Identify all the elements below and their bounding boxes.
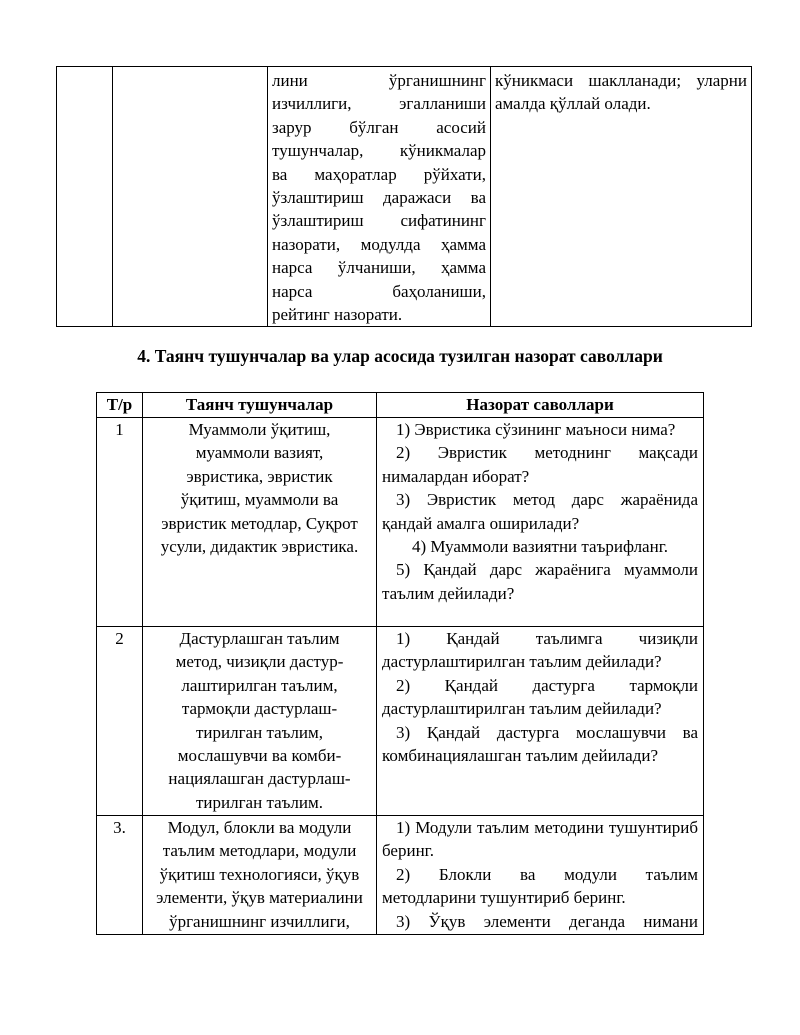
header-questions: Назорат саволлари (377, 393, 704, 418)
text-line: назорати, модулда ҳамма (272, 234, 486, 254)
question-item: 4) Муаммоли вазиятни таърифланг. (412, 537, 668, 557)
text-line: кўникмаси шаклланади; уларни (495, 71, 747, 90)
question-item: 3) Эвристик метод дарс жараёнида қандай амалга оширилади? (382, 490, 698, 533)
header-num: Т/р (97, 393, 143, 418)
text-line: ўзлаштириш сифатининг (272, 211, 486, 231)
question-item: 1) Эвристика сўзининг маъноси нима? (396, 420, 676, 439)
table-row (97, 627, 704, 816)
text-line: зарур бўлган асосий (272, 117, 486, 137)
header-concepts: Таянч тушунчалар (143, 393, 377, 418)
table-cell-outcomes (491, 67, 752, 327)
questions-cell (377, 627, 704, 816)
text-line: рейтинг назорати. (272, 305, 403, 325)
question-item: 1) Модули таълим методини тушунтириб беринг. (382, 818, 698, 861)
question-item: 3) Ўқув элементи деганда нимани (396, 911, 698, 931)
concept-line: тирилган таълим. (195, 792, 324, 812)
concept-line: тармоқли дастурлаш- (181, 699, 338, 719)
concept-line: метод, чизиқли дастур- (175, 652, 344, 672)
concept-line: ўрганишнинг изчиллиги, (169, 911, 350, 931)
question-item: 2) Эвристик методнинг мақсади нималардан иборат? (382, 443, 698, 486)
text-line: тушунчалар, кўникмалар (272, 141, 486, 161)
concept-line: муаммоли вазият, (195, 443, 324, 463)
concept-line: ўқитиш, муаммоли ва (180, 490, 339, 510)
questions-cell (377, 418, 704, 627)
row-number: 2 (97, 627, 143, 816)
question-item: 5) Қандай дарс жараёнига муаммоли таълим дейилади? (382, 560, 698, 603)
concept-line: Муаммоли ўқитиш, (188, 420, 331, 439)
section-title: 4. Таянч тушунчалар ва улар асосида тузилган назорат саволлари (137, 346, 663, 366)
row-number: 1 (97, 418, 143, 627)
text-line: нарса ўлчаниши, ҳамма (272, 258, 486, 278)
table-cell-empty (113, 67, 268, 327)
text-line: нарса баҳоланиши, (272, 281, 486, 301)
concept-line: эвристика, эвристик (186, 466, 333, 486)
text-line: лини ўрганишнинг (272, 71, 486, 90)
concepts-questions-table (96, 392, 704, 935)
text-line: изчиллиги, эгалланиши (272, 94, 486, 114)
concept-line: Модул, блокли ва модули (167, 818, 352, 837)
question-item: 2) Блокли ва модули таълим методларини тушунтириб беринг. (382, 864, 698, 908)
table-cell-methods (268, 67, 491, 327)
concept-line: мослашувчи ва комби- (177, 746, 342, 766)
table-row (57, 67, 752, 327)
concept-line: таълим методлари, модули (162, 841, 357, 861)
question-item: 1) Қандай таълимга чизиқли дастурлаштирилган таълим дейилади? (382, 629, 698, 672)
concepts-cell (143, 816, 377, 935)
continuation-table (56, 66, 752, 327)
question-item: 3) Қандай дастурга мослашувчи ва комбинациялашган таълим дейилади? (382, 722, 698, 766)
row-number: 3. (97, 816, 143, 935)
concept-line: усули, дидактик эвристика. (160, 537, 359, 557)
concept-line: элементи, ўқув материалини (156, 888, 363, 908)
table-header-row (97, 393, 704, 418)
concept-line: эвристик методлар, Суқрот (161, 513, 358, 533)
table-cell-empty (57, 67, 113, 327)
text-line: амалда қўллай олади. (495, 94, 651, 114)
concepts-cell (143, 418, 377, 627)
table-row (97, 418, 704, 627)
text-line: ва маҳоратлар рўйхати, (272, 164, 486, 184)
questions-cell (377, 816, 704, 935)
question-item: 2) Қандай дастурга тармоқли дастурлаштирилган таълим дейилади? (382, 675, 698, 719)
text-line: ўзлаштириш даражаси ва (272, 188, 486, 208)
concepts-cell (143, 627, 377, 816)
concept-line: лаштирилган таълим, (181, 675, 338, 695)
concept-line: тирилган таълим, (195, 722, 324, 742)
concept-line: Дастурлашган таълим (179, 629, 340, 648)
table-row (97, 816, 704, 935)
concept-line: нациялашган дастурлаш- (168, 769, 351, 789)
concept-line: ўқитиш технологияси, ўқув (159, 864, 360, 884)
